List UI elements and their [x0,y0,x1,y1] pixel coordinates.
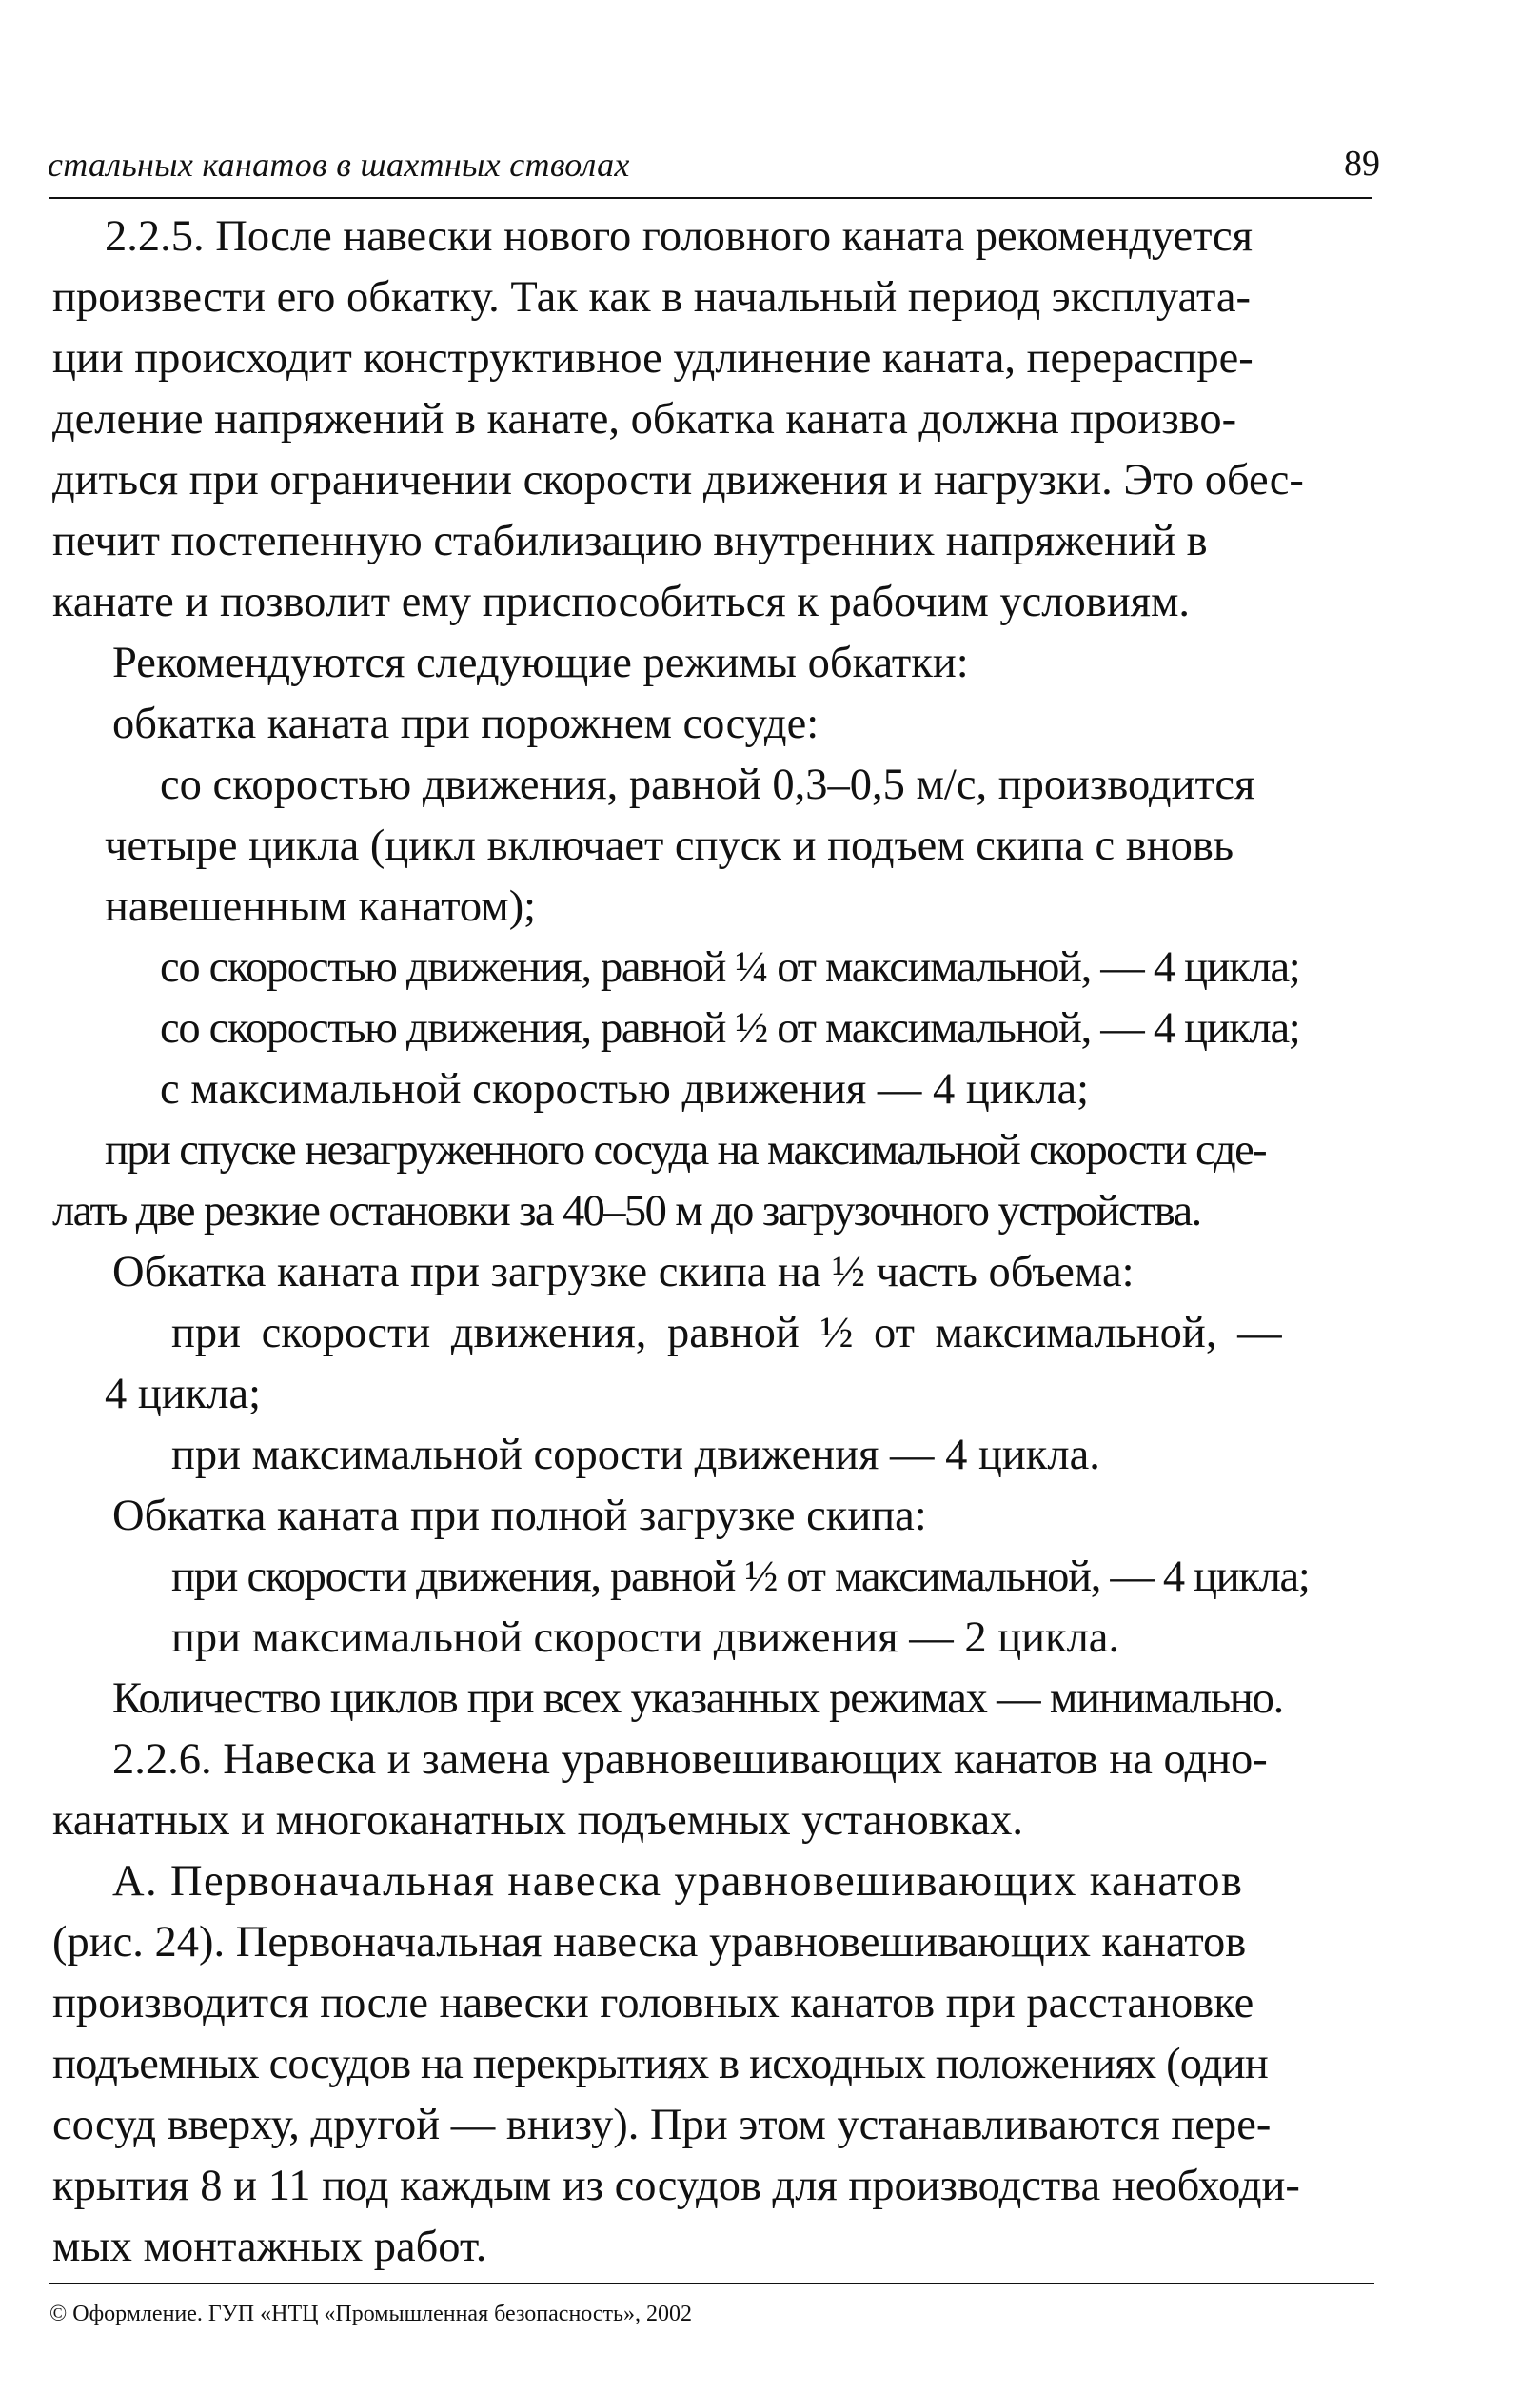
text-line: 4 цикла; [105,1370,261,1418]
text-line: печит постепенную стабилизацию внутренних напряжений в [52,517,1208,565]
text-line: производится после навески головных канатов при расстановке [52,1979,1254,2027]
text-line: сосуд вверху, другой — внизу). При этом устанавливаются пере- [52,2101,1272,2149]
text-line: навешенным канатом); [105,882,537,931]
text-line: 2.2.5. После навески нового головного каната рекомендуется [105,212,1254,261]
text-line: ции происходит конструктивное удлинение каната, перераспре- [52,334,1254,383]
text-line: с максимальной скоростью движения — 4 цикла; [160,1065,1090,1114]
text-line: четыре цикла (цикл включает спуск и подъем скипа с вновь [105,821,1234,870]
page-number: 89 [1344,144,1380,184]
footer-rule [49,2283,1374,2284]
text-line: канатных и многоканатных подъемных установках. [52,1796,1024,1845]
text-line: (рис. 24). Первоначальная навеска уравновешивающих канатов [52,1918,1247,1967]
text-line: Обкатка каната при загрузке скипа на ½ часть объема: [112,1248,1135,1296]
text-line: 2.2.6. Навеска и замена уравновешивающих канатов на одно- [112,1735,1268,1784]
text-line: лать две резкие остановки за 40–50 м до загрузочного устройства. [52,1187,1201,1236]
header-rule [49,197,1372,199]
text-line: произвести его обкатку. Так как в начальный период эксплуата- [52,273,1251,322]
page-header [48,145,1380,198]
text-line: крытия 8 и 11 под каждым из сосудов для производства необходи- [52,2162,1300,2210]
text-line: со скоростью движения, равной 0,3–0,5 м/с, производится [160,761,1255,809]
text-line: при спуске незагруженного сосуда на максимальной скорости сде- [105,1126,1267,1175]
text-line: А. Первоначальная навеска уравновешивающих канатов [112,1857,1244,1906]
text-line: Обкатка каната при полной загрузке скипа: [112,1492,927,1540]
text-line: Количество циклов при всех указанных режимах — минимально. [112,1674,1284,1723]
text-line: обкатка каната при порожнем сосуде: [112,700,819,748]
text-line: при максимальной сорости движения — 4 цикла. [171,1431,1100,1479]
running-title: стальных канатов в шахтных стволах [48,146,630,184]
text-line: деление напряжений в канате, обкатка каната должна произво- [52,395,1237,444]
text-line: со скоростью движения, равной ¼ от максимальной, — 4 цикла; [160,943,1300,992]
text-line: при максимальной скорости движения — 2 цикла. [171,1613,1120,1662]
text-line: подъемных сосудов на перекрытиях в исходных положениях (один [52,2040,1268,2088]
text-line: со скоростью движения, равной ½ от максимальной, — 4 цикла; [160,1004,1300,1053]
text-line: при скорости движения, равной ½ от максимальной, — [171,1309,1282,1357]
text-line: канате и позволит ему приспособиться к рабочим условиям. [52,578,1191,626]
text-line: мых монтажных работ. [52,2223,487,2271]
text-line: при скорости движения, равной ½ от максимальной, — 4 цикла; [171,1552,1310,1601]
text-line: диться при ограничении скорости движения и нагрузки. Это обес- [52,456,1304,504]
copyright-note: © Оформление. ГУП «НТЦ «Промышленная безопасность», 2002 [49,2302,692,2326]
text-line: Рекомендуются следующие режимы обкатки: [112,639,969,687]
